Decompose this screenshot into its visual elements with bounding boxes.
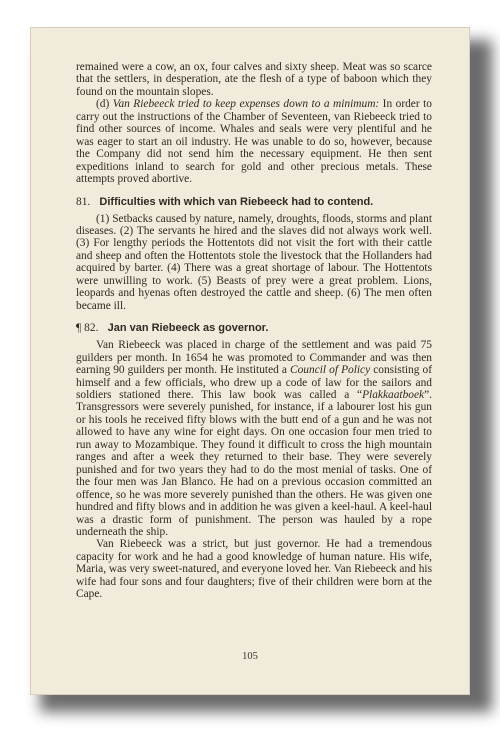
paragraph-d (76, 98, 432, 185)
section-82-text-b: consisting of himself and a few officials, who drew up a code of law for the sailors and soldiers stationed there. This law book was called a “ (76, 364, 432, 401)
page-number: 105 (242, 651, 258, 662)
paragraph-d-label: (d) (96, 98, 113, 111)
section-81-body: (1) Setbacks caused by nature, namely, droughts, floods, storms and plant diseases. (2) The servants he hired and the slaves did not always work well. (3) For lengthy periods the Hottentots did not visit the fort with their cattle and sheep and often the Hottentots stole the livestock that the Hollanders had acquired by barter. (4) There was a great shortage of labour. The Hottentots were unwilling to work. (5) Beasts of prey were a great problem. Lions, leopards and hyenas often destroyed the cattle and sheep. (6) The men often became ill. (76, 212, 432, 312)
paragraph-intro: remained were a cow, an ox, four calves and sixty sheep. Meat was so scarce that the settlers, in desperation, ate the flesh of a type of baboon which they found on the mountain slopes. (76, 61, 432, 98)
section-82-number: 82. (84, 322, 99, 335)
plakkaatboek-term: Plakkaatboek (362, 388, 425, 401)
section-82-body-2: Van Riebeeck was a strict, but just governor. He had a tremendous capacity for work and he had a good knowledge of human nature. His wife, Maria, was very sweet-natured, and everyone loved her. Van Riebeeck and his wife had four sons and four daughters; five of their children were born at the Cape. (76, 538, 432, 601)
paragraph-d-body: In order to carry out the instructions of the Chamber of Seventeen, van Riebeeck tried to find other sources of income. Whales and seals were very plentiful and he was eager to start an oil industry. He was unable to do so, however, because the Company did not send him the necessary equipment. He then sent expeditions inland to search for gold and other precious metals. These attempts proved abortive. (76, 98, 432, 186)
section-82-body-1 (76, 339, 432, 538)
paragraph-mark: ¶ (76, 322, 82, 335)
section-82-text-a: Van Riebeeck was placed in charge of the settlement and was paid 75 guilders per month. In 1654 he was promoted to Commander and was then earning 90 guilders per month. He instituted a (76, 339, 432, 377)
paragraph-d-title: Van Riebeeck tried to keep expenses down to a minimum: (112, 98, 380, 111)
section-82-title: Jan van Riebeeck as governor. (107, 322, 269, 335)
section-81-title: Difficulties with which van Riebeeck had to contend. (99, 195, 374, 208)
section-81-heading (76, 196, 432, 209)
section-81-number: 81. (76, 195, 91, 208)
section-82-text-c: ”. Transgressors were severely punished, for instance, if a labourer lost his gun or his tools he received fifty blows with the butt end of a gun and he was not allowed to have any wine for eight days. On one occasion four men tried to run away to Mozambique. They found it difficult to cross the high mountain ranges and after a week they returned to their base. They were severely punished and for two years they had to do the most menial of tasks. One of the four men was Jan Blanco. He had on a previous occasion committed an offence, so he was more severely punished than the others. He was given one hundred and fifty blows and in addition he was given a keel-haul. A keel-haul was a drastic form of punishment. The person was hauled by a rope underneath the ship. (76, 388, 432, 538)
council-of-policy-term: Council of Policy (290, 364, 371, 377)
section-82-heading (76, 322, 432, 335)
book-page (30, 27, 470, 695)
